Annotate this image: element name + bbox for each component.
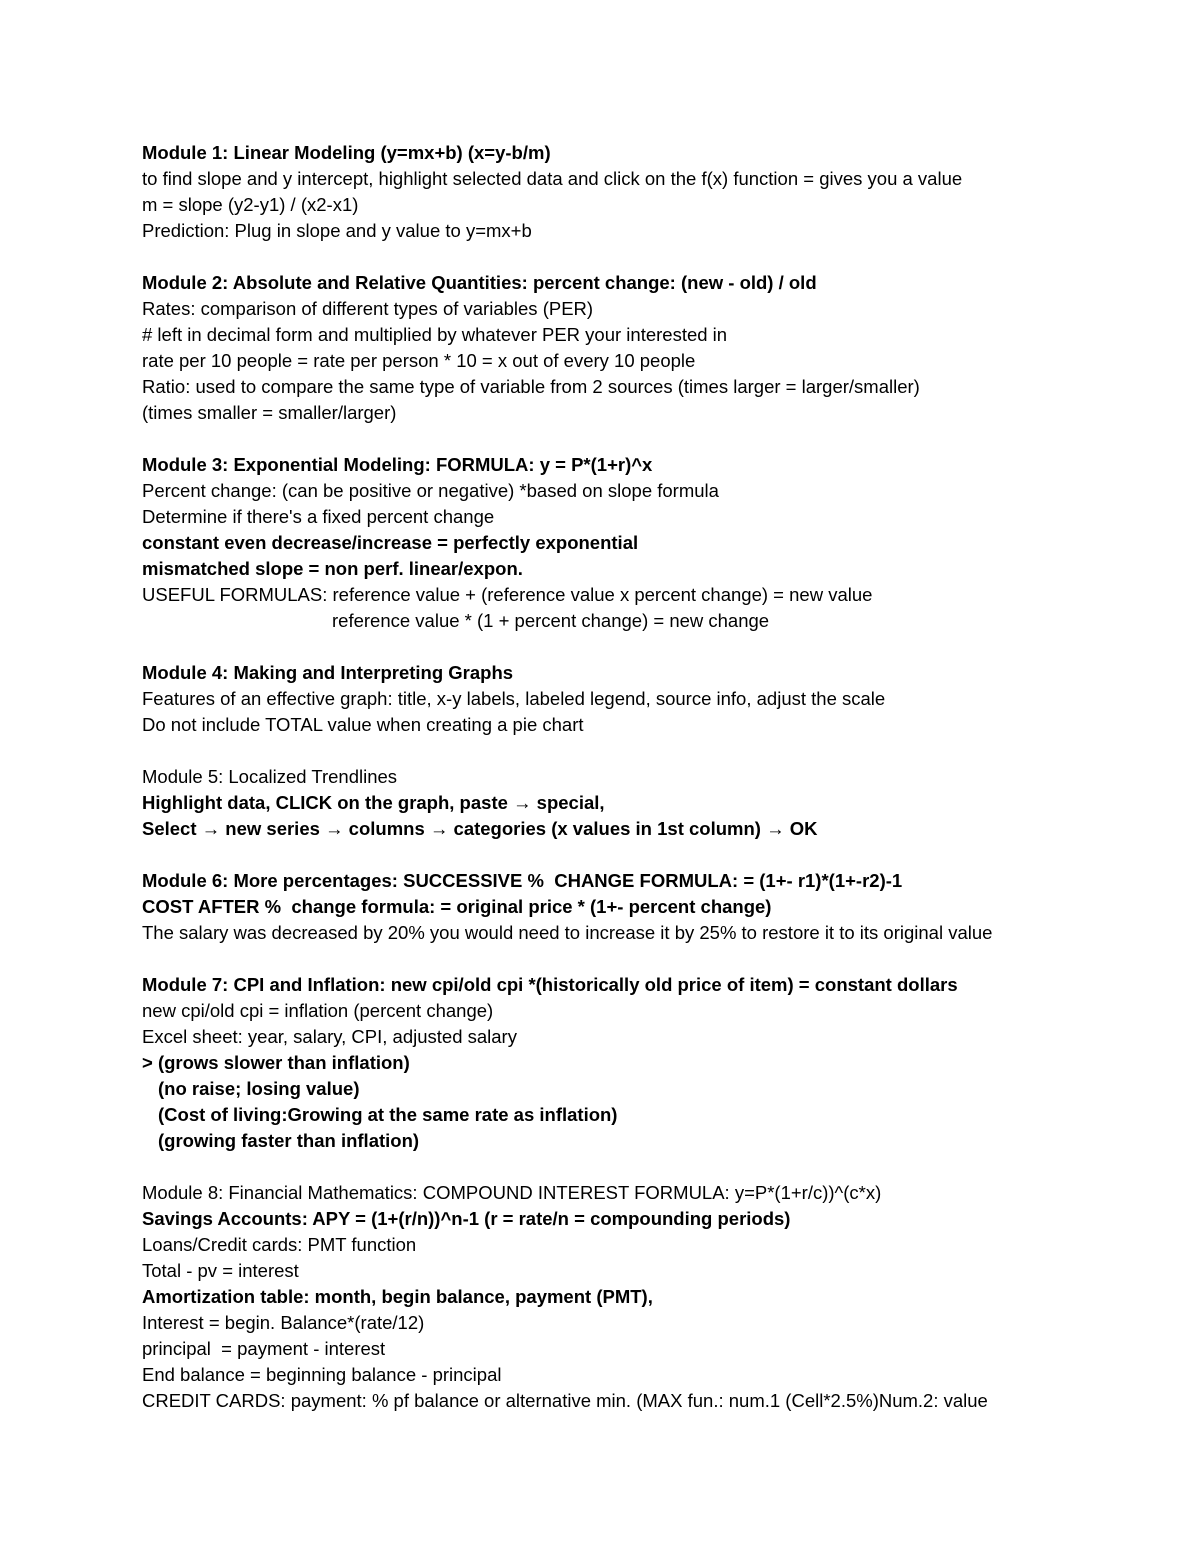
module-5-section — [142, 764, 1182, 842]
module-4-section — [142, 660, 1182, 738]
module-7-heading: Module 7: CPI and Inflation: new cpi/old cpi *(historically old price of item) = constant dollars — [142, 974, 958, 995]
text-line: m = slope (y2-y1) / (x2-x1) — [142, 194, 359, 215]
text-line-bold: COST AFTER % change formula: = original price * (1+- percent change) — [142, 896, 772, 917]
text-line: # left in decimal form and multiplied by whatever PER your interested in — [142, 324, 728, 345]
text-line: USEFUL FORMULAS: reference value + (reference value x percent change) = new value — [142, 584, 873, 605]
text-line-bold: > (grows slower than inflation) — [142, 1052, 410, 1073]
paragraph-gap — [142, 1154, 1182, 1180]
module-7-section — [142, 972, 1182, 1154]
text-line: Ratio: used to compare the same type of variable from 2 sources (times larger = larger/smaller) — [142, 376, 920, 397]
text-line: Features of an effective graph: title, x-y labels, labeled legend, source info, adjust the scale — [142, 688, 886, 709]
text-line-bold: constant even decrease/increase = perfectly exponential — [142, 532, 639, 553]
module-3-section — [142, 452, 1182, 634]
text-line-bold: mismatched slope = non perf. linear/expon. — [142, 558, 523, 579]
text-line: rate per 10 people = rate per person * 10 = x out of every 10 people — [142, 350, 696, 371]
text-line-bold: Select → new series → columns → categories (x values in 1st column) → OK — [142, 818, 818, 839]
module-2-section — [142, 270, 1182, 426]
text-line-bold-indented: (Cost of living:Growing at the same rate as inflation) — [158, 1104, 618, 1125]
text-line: CREDIT CARDS: payment: % pf balance or alternative min. (MAX fun.: num.1 (Cell*2.5%)Num.2: value — [142, 1390, 988, 1411]
module-6-heading: Module 6: More percentages: SUCCESSIVE % CHANGE FORMULA: = (1+- r1)*(1+-r2)-1 — [142, 870, 903, 891]
text-line: End balance = beginning balance - principal — [142, 1364, 502, 1385]
text-line: The salary was decreased by 20% you would need to increase it by 25% to restore it to its original value — [142, 922, 993, 943]
module-2-heading: Module 2: Absolute and Relative Quantities: percent change: (new - old) / old — [142, 272, 817, 293]
text-line-bold: Savings Accounts: APY = (1+(r/n))^n-1 (r = rate/n = compounding periods) — [142, 1208, 791, 1229]
module-1-section — [142, 140, 1182, 244]
text-line: principal = payment - interest — [142, 1338, 386, 1359]
text-line: Total - pv = interest — [142, 1260, 299, 1281]
module-8-section — [142, 1180, 1182, 1414]
text-line: Interest = begin. Balance*(rate/12) — [142, 1312, 425, 1333]
module-1-heading: Module 1: Linear Modeling (y=mx+b) (x=y-b/m) — [142, 142, 551, 163]
text-line-bold-indented: (no raise; losing value) — [158, 1078, 360, 1099]
paragraph-gap — [142, 634, 1182, 660]
text-line: Determine if there's a fixed percent change — [142, 506, 495, 527]
text-line: new cpi/old cpi = inflation (percent change) — [142, 1000, 494, 1021]
document-page — [142, 140, 1182, 1414]
text-line-bold: Highlight data, CLICK on the graph, paste → special, — [142, 792, 605, 813]
text-line: Excel sheet: year, salary, CPI, adjusted salary — [142, 1026, 517, 1047]
paragraph-gap — [142, 842, 1182, 868]
module-8-heading: Module 8: Financial Mathematics: COMPOUND INTEREST FORMULA: y=P*(1+r/c))^(c*x) — [142, 1182, 882, 1203]
text-line: Do not include TOTAL value when creating a pie chart — [142, 714, 584, 735]
text-line: Prediction: Plug in slope and y value to y=mx+b — [142, 220, 532, 241]
text-line-bold-indented: (growing faster than inflation) — [158, 1130, 420, 1151]
module-4-heading: Module 4: Making and Interpreting Graphs — [142, 662, 514, 683]
text-line: Rates: comparison of different types of variables (PER) — [142, 298, 594, 319]
paragraph-gap — [142, 946, 1182, 972]
text-line-bold: Amortization table: month, begin balance, payment (PMT), — [142, 1286, 653, 1307]
paragraph-gap — [142, 244, 1182, 270]
text-line: Loans/Credit cards: PMT function — [142, 1234, 417, 1255]
text-line: Percent change: (can be positive or negative) *based on slope formula — [142, 480, 719, 501]
module-3-heading: Module 3: Exponential Modeling: FORMULA: y = P*(1+r)^x — [142, 454, 653, 475]
paragraph-gap — [142, 738, 1182, 764]
module-6-section — [142, 868, 1182, 946]
text-line-indented: reference value * (1 + percent change) = new change — [332, 610, 770, 631]
text-line: (times smaller = smaller/larger) — [142, 402, 397, 423]
module-5-heading: Module 5: Localized Trendlines — [142, 766, 398, 787]
text-line: to find slope and y intercept, highlight selected data and click on the f(x) function = gives you a value — [142, 168, 963, 189]
paragraph-gap — [142, 426, 1182, 452]
